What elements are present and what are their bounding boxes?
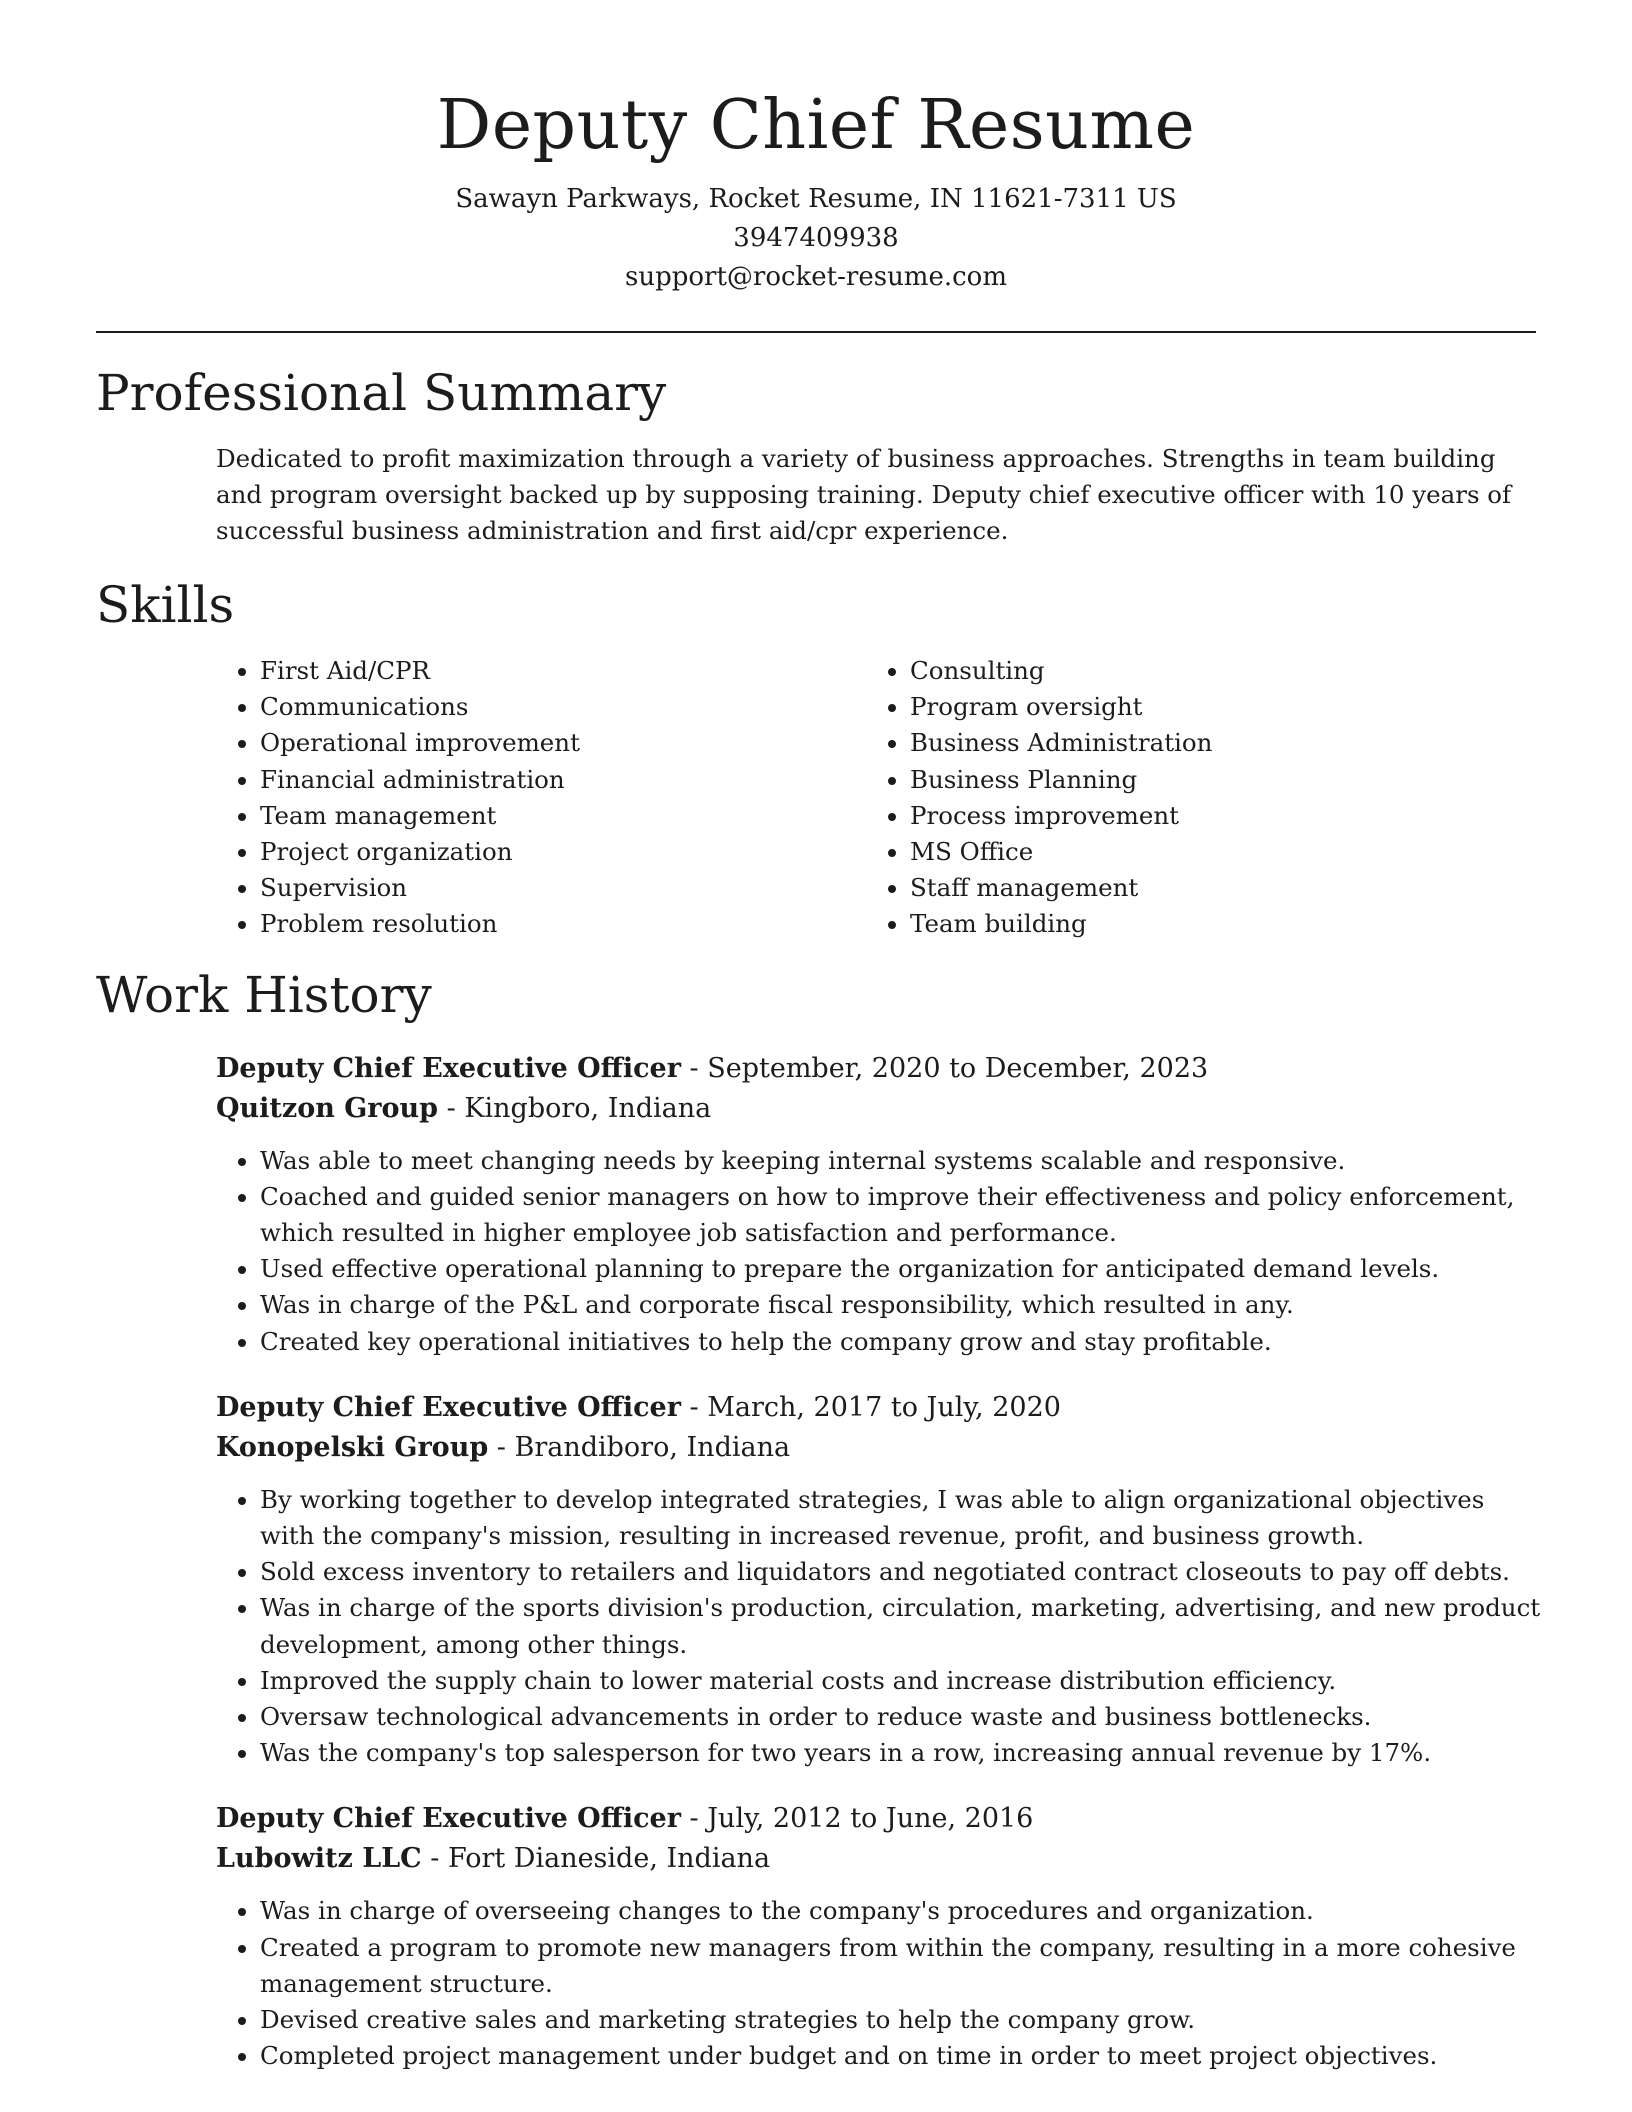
skills-column-left	[216, 653, 866, 943]
work-history-heading: Work History	[96, 965, 432, 1024]
job-bullet: • By working together to develop integrated strategies, I was able to align organizational objectives with the company's mission, resulting in increased revenue, profit, and business growth.	[260, 1482, 1546, 1554]
skill-item: • MS Office	[910, 834, 1510, 870]
summary-text: Dedicated to profit maximization through a variety of business approaches. Strengths in team building and program oversight backed up by supposing training. Deputy chief executive officer with 10 years of successful business administration and first aid/cpr experience.	[216, 444, 1512, 545]
resume-title: Deputy Chief Resume	[436, 86, 1196, 165]
job-company: Konopelski Group	[216, 1431, 489, 1463]
job-bullet: • Created key operational initiatives to help the company grow and stay profitable.	[260, 1324, 1546, 1360]
job-bullet: • Created a program to promote new managers from within the company, resulting in a more cohesive management structure.	[260, 1930, 1546, 2002]
resume-page	[96, 0, 1541, 2074]
job-title-line	[216, 1388, 1536, 1428]
job-company-line	[216, 1839, 1536, 1879]
skill-item: • Process improvement	[910, 798, 1510, 834]
resume-header	[96, 0, 1536, 297]
contact-address: Sawayn Parkways, Rocket Resume, IN 11621-7311 US	[455, 184, 1177, 214]
summary-heading: Professional Summary	[96, 364, 667, 422]
skill-item: • Supervision	[260, 870, 866, 906]
job-bullet: • Was in charge of the P&L and corporate fiscal responsibility, which resulted in any.	[260, 1287, 1546, 1323]
job-location: - Brandiboro, Indiana	[488, 1431, 791, 1463]
job-bullet: • Was in charge of the sports division's production, circulation, marketing, advertising, and new product development, among other things.	[260, 1590, 1546, 1662]
job-bullet: • Oversaw technological advancements in order to reduce waste and business bottlenecks.	[260, 1699, 1546, 1735]
skill-item: • Communications	[260, 689, 866, 725]
job-bullet: • Was the company's top salesperson for two years in a row, increasing annual revenue by 17%.	[260, 1735, 1546, 1771]
job-dates: - July, 2012 to June, 2016	[680, 1803, 1034, 1835]
skill-item: • Staff management	[910, 870, 1510, 906]
skill-item: • Consulting	[910, 653, 1510, 689]
job-bullet: • Completed project management under budget and on time in order to meet project objectives.	[260, 2038, 1546, 2074]
job-title-line	[216, 1799, 1536, 1839]
job-bullet: • Devised creative sales and marketing strategies to help the company grow.	[260, 2002, 1546, 2038]
job-company-line	[216, 1089, 1536, 1129]
summary-section	[96, 361, 1536, 549]
skill-item: • Team building	[910, 906, 1510, 942]
job-entry	[216, 1049, 1536, 1360]
skill-item: • Financial administration	[260, 762, 866, 798]
skill-item: • Problem resolution	[260, 906, 866, 942]
job-bullet: • Coached and guided senior managers on how to improve their effectiveness and policy enforcement, which resulted in higher employee job satisfaction and performance.	[260, 1179, 1546, 1251]
skill-item: • Project organization	[260, 834, 866, 870]
job-bullets	[216, 1893, 1546, 2074]
skills-heading: Skills	[96, 576, 235, 634]
job-bullet: • Sold excess inventory to retailers and liquidators and negotiated contract closeouts to pay off debts.	[260, 1554, 1546, 1590]
job-location: - Fort Dianeside, Indiana	[421, 1843, 771, 1875]
job-company: Quitzon Group	[216, 1092, 439, 1124]
job-dates: - March, 2017 to July, 2020	[680, 1391, 1061, 1423]
job-title-line	[216, 1049, 1536, 1089]
skill-item: • Team management	[260, 798, 866, 834]
job-location: - Kingboro, Indiana	[438, 1092, 712, 1124]
skill-item: • Program oversight	[910, 689, 1510, 725]
job-bullet: • Used effective operational planning to prepare the organization for anticipated demand levels.	[260, 1251, 1546, 1287]
skill-item: • Business Planning	[910, 762, 1510, 798]
skills-grid	[216, 653, 1536, 943]
contact-phone: 3947409938	[733, 223, 899, 253]
job-entry	[216, 1799, 1536, 2074]
job-dates: - September, 2020 to December, 2023	[680, 1052, 1209, 1084]
job-title: Deputy Chief Executive Officer	[216, 1052, 681, 1084]
contact-info	[96, 180, 1536, 297]
job-company: Lubowitz LLC	[216, 1843, 422, 1875]
job-title: Deputy Chief Executive Officer	[216, 1803, 681, 1835]
job-entry	[216, 1388, 1541, 1772]
skill-item: • Business Administration	[910, 725, 1510, 761]
header-divider	[96, 331, 1536, 333]
job-bullet: • Improved the supply chain to lower material costs and increase distribution efficiency.	[260, 1663, 1546, 1699]
job-company-line	[216, 1428, 1536, 1468]
job-bullets	[216, 1482, 1546, 1772]
job-bullets	[216, 1143, 1546, 1360]
skills-section	[96, 573, 1536, 943]
job-bullet: • Was able to meet changing needs by keeping internal systems scalable and responsive.	[260, 1143, 1546, 1179]
contact-email: support@rocket-resume.com	[624, 262, 1007, 292]
skill-item: • Operational improvement	[260, 725, 866, 761]
job-bullet: • Was in charge of overseeing changes to the company's procedures and organization.	[260, 1893, 1546, 1929]
job-title: Deputy Chief Executive Officer	[216, 1391, 681, 1423]
skill-item: • First Aid/CPR	[260, 653, 866, 689]
work-history-section	[96, 963, 1541, 2075]
skills-column-right	[866, 653, 1510, 943]
